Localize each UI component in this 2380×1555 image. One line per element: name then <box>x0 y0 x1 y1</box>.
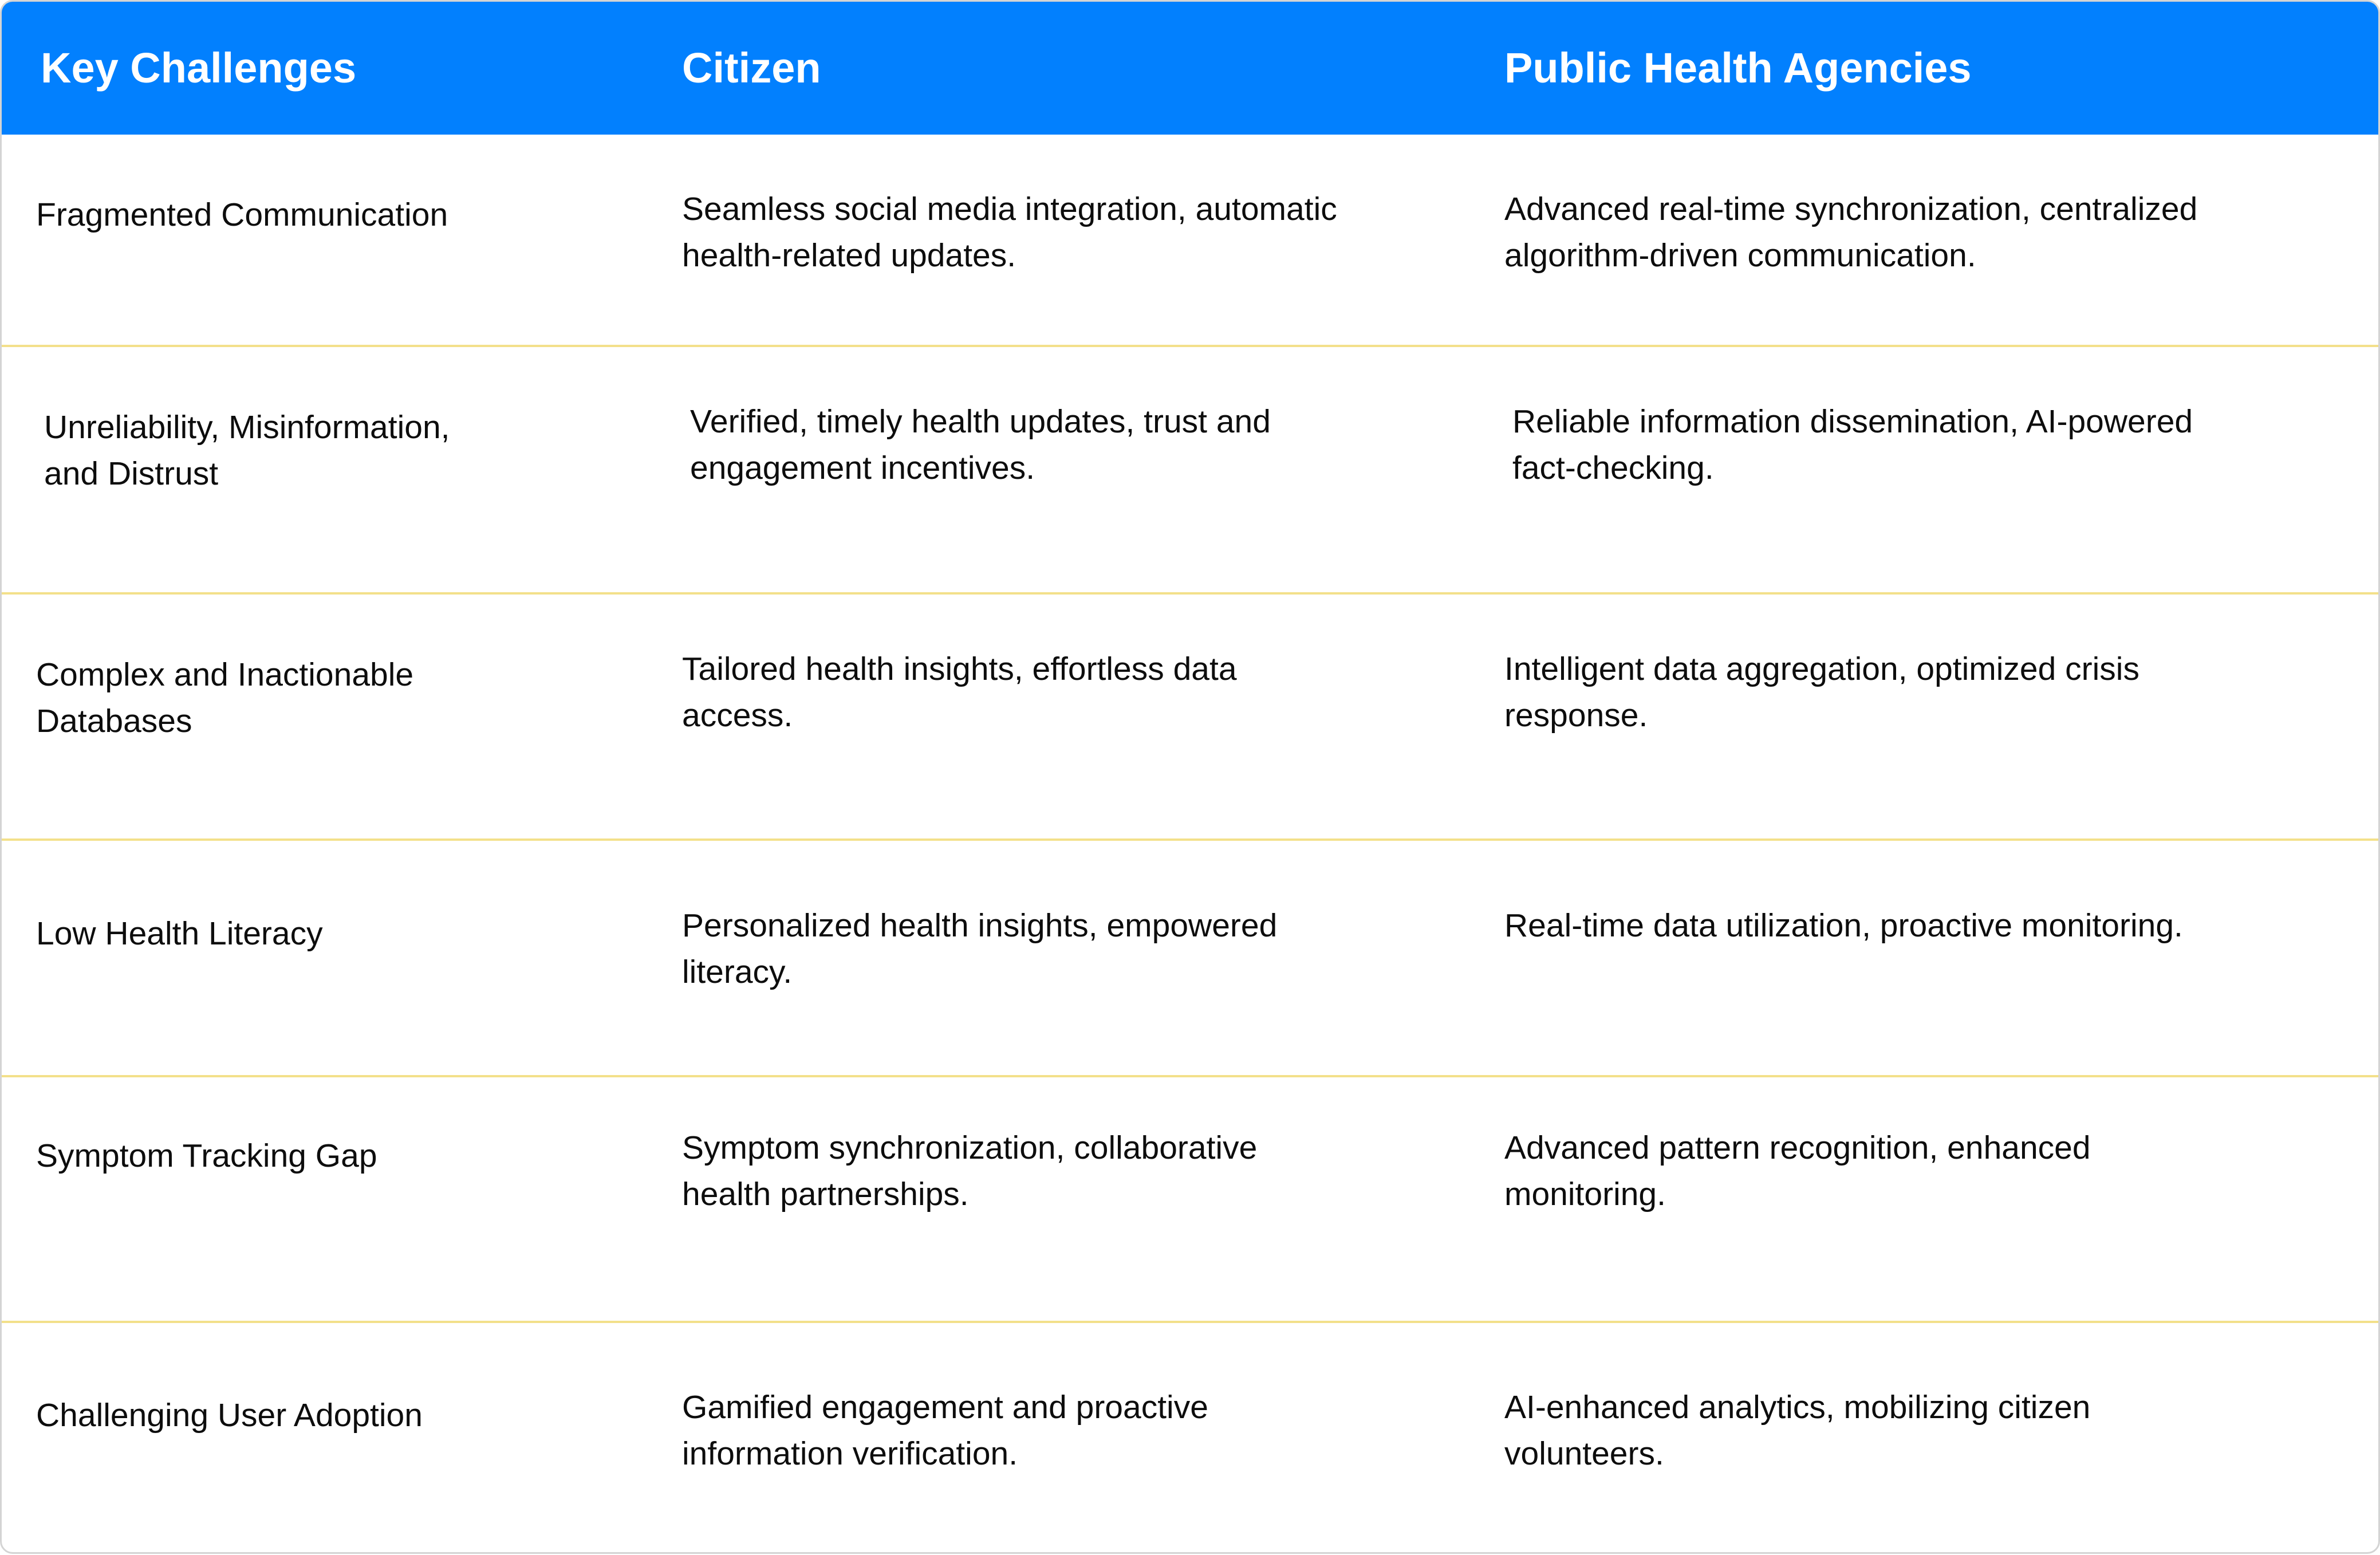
table-row <box>2 1323 2378 1552</box>
table-row <box>2 1077 2378 1323</box>
challenge-cell: Fragmented Communication <box>36 196 448 233</box>
challenge-cell: Low Health Literacy <box>36 915 323 952</box>
table-row <box>2 841 2378 1077</box>
agencies-cell: Real-time data utilization, proactive monitoring. <box>1504 907 2183 944</box>
challenge-cell: Challenging User Adoption <box>36 1397 423 1434</box>
citizen-cell: Seamless social media integration, automatic health-related updates. <box>682 191 1337 274</box>
challenge-cell: Unreliability, Misinformation, and Distrust <box>44 409 450 492</box>
header-citizen: Citizen <box>682 44 821 92</box>
citizen-cell: Personalized health insights, empowered literacy. <box>682 907 1278 990</box>
agencies-cell: Intelligent data aggregation, optimized crisis response. <box>1504 651 2139 734</box>
challenge-cell: Symptom Tracking Gap <box>36 1137 377 1174</box>
challenge-cell: Complex and Inactionable Databases <box>36 656 414 739</box>
agencies-cell: AI-enhanced analytics, mobilizing citizen volunteers. <box>1504 1389 2091 1472</box>
header-public-health-agencies: Public Health Agencies <box>1504 44 1972 92</box>
table-header <box>2 2 2378 135</box>
table-row <box>2 595 2378 841</box>
citizen-cell: Symptom synchronization, collaborative health partnerships. <box>682 1129 1258 1212</box>
agencies-cell: Advanced pattern recognition, enhanced monitoring. <box>1504 1129 2091 1212</box>
header-key-challenges: Key Challenges <box>41 44 357 92</box>
citizen-cell: Gamified engagement and proactive information verification. <box>682 1389 1208 1472</box>
table-row <box>2 347 2378 595</box>
agencies-cell: Reliable information dissemination, AI-powered fact-checking. <box>1512 403 2193 486</box>
agencies-cell: Advanced real-time synchronization, centralized algorithm-driven communication. <box>1504 191 2198 274</box>
citizen-cell: Verified, timely health updates, trust and engagement incentives. <box>690 403 1271 486</box>
table-row <box>2 135 2378 347</box>
citizen-cell: Tailored health insights, effortless data access. <box>682 651 1237 734</box>
